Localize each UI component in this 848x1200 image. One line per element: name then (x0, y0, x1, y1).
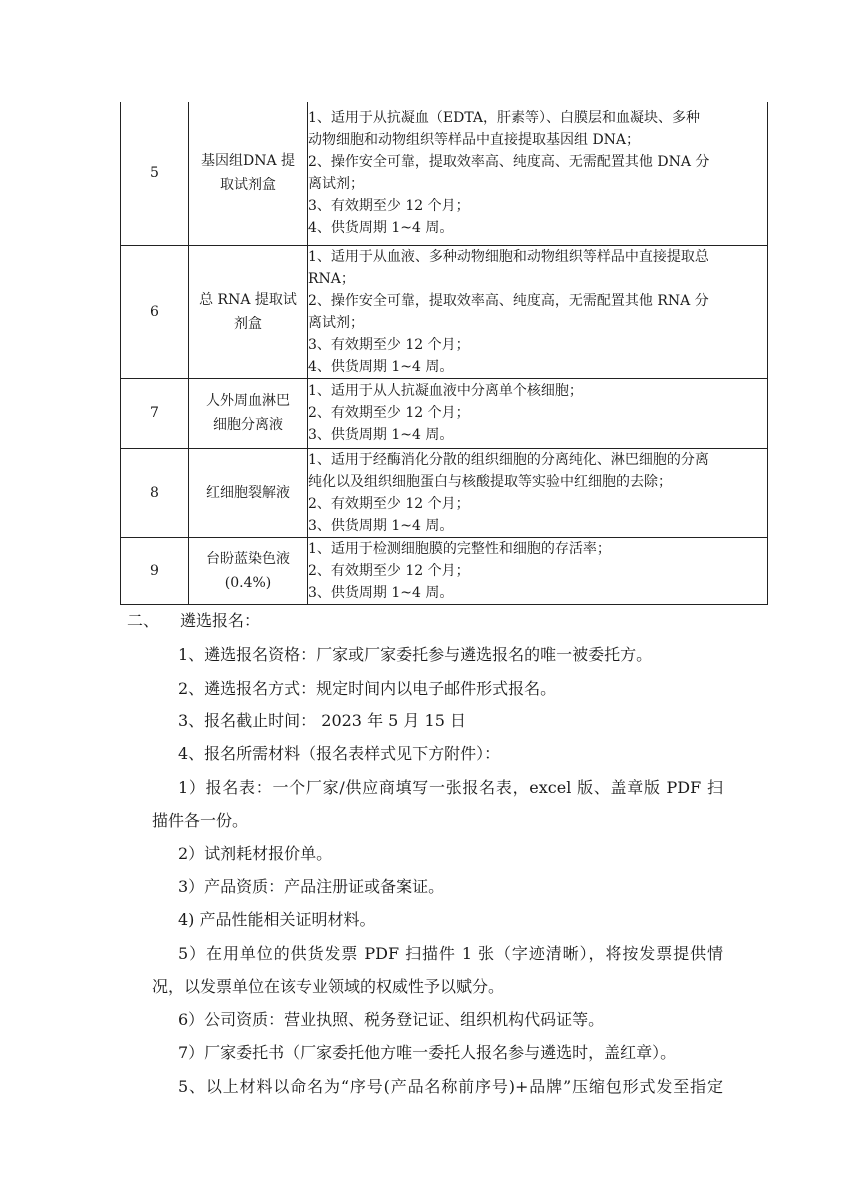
product-requirements: 1、适用于从血液、多种动物细胞和动物组织等样品中直接提取总 RNA； 2、操作安全可靠，提取效率高、纯度高，无需配置其他 RNA 分 离试剂； 3、有效期至少 12 个月； 4、供货周期 1~4 周。 (308, 245, 768, 378)
product-name: 人外周血淋巴 细胞分离液 (189, 378, 308, 448)
paragraph: 5、以上材料以命名为“序号(产品名称前序号)+品牌”压缩包形式发至指定 (178, 1077, 723, 1096)
product-name: 台盼蓝染色液 (0.4%) (189, 537, 308, 604)
table-row (121, 537, 768, 604)
paragraph-continuation: 描件各一份。 (152, 811, 249, 830)
product-requirements: 1、适用于经酶消化分散的组织细胞的分离纯化、淋巴细胞的分离 纯化以及组织细胞蛋白与核酸提取等实验中红细胞的去除； 2、有效期至少 12 个月； 3、供货周期 1~4 周。 (308, 448, 768, 537)
paragraph: 6）公司资质：营业执照、税务登记证、组织机构代码证等。 (178, 1010, 605, 1029)
table-row (121, 102, 768, 245)
paragraph: 2、遴选报名方式：规定时间内以电子邮件形式报名。 (178, 679, 557, 698)
paragraph: 2）试剂耗材报价单。 (178, 844, 333, 863)
paragraph-continuation: 况，以发票单位在该专业领域的权威性予以赋分。 (152, 977, 505, 996)
paragraph: 3）产品资质：产品注册证或备案证。 (178, 877, 445, 896)
paragraph: 1、遴选报名资格：厂家或厂家委托参与遴选报名的唯一被委托方。 (178, 645, 653, 664)
table-row (121, 448, 768, 537)
row-number: 5 (121, 102, 189, 245)
table-row (121, 378, 768, 448)
paragraph: 1）报名表：一个厂家/供应商填写一张报名表，excel 版、盖章版 PDF 扫 (178, 778, 723, 797)
paragraph: 4) 产品性能相关证明材料。 (178, 910, 376, 929)
section-title: 遴选报名： (180, 611, 261, 630)
paragraph: 5）在用单位的供货发票 PDF 扫描件 1 张（字迹清晰），将按发票提供情 (178, 944, 723, 963)
section-number: 二、 (127, 611, 160, 630)
product-requirements: 1、适用于从人抗凝血液中分离单个核细胞； 2、有效期至少 12 个月； 3、供货周期 1~4 周。 (308, 378, 768, 448)
row-number: 7 (121, 378, 189, 448)
table-row (121, 245, 768, 378)
row-number: 8 (121, 448, 189, 537)
row-number: 6 (121, 245, 189, 378)
product-name: 基因组DNA 提 取试剂盒 (189, 102, 308, 245)
product-requirements: 1、适用于从抗凝血（EDTA，肝素等）、白膜层和血凝块、多种 动物细胞和动物组织等样品中直接提取基因组 DNA； 2、操作安全可靠，提取效率高、纯度高、无需配置其他 DNA 分 离试剂； 3、有效期至少 12 个月； 4、供货周期 1~4 周。 (308, 102, 768, 245)
product-name: 总 RNA 提取试 剂盒 (189, 245, 308, 378)
row-number: 9 (121, 537, 189, 604)
product-requirements: 1、适用于检测细胞膜的完整性和细胞的存活率； 2、有效期至少 12 个月； 3、供货周期 1~4 周。 (308, 537, 768, 604)
paragraph: 3、报名截止时间： 2023 年 5 月 15 日 (178, 711, 466, 730)
product-name: 红细胞裂解液 (189, 448, 308, 537)
requirements-table (120, 102, 768, 605)
paragraph: 4、报名所需材料（报名表样式见下方附件）： (178, 744, 501, 763)
paragraph: 7）厂家委托书（厂家委托他方唯一委托人报名参与遴选时，盖红章）。 (178, 1043, 677, 1062)
